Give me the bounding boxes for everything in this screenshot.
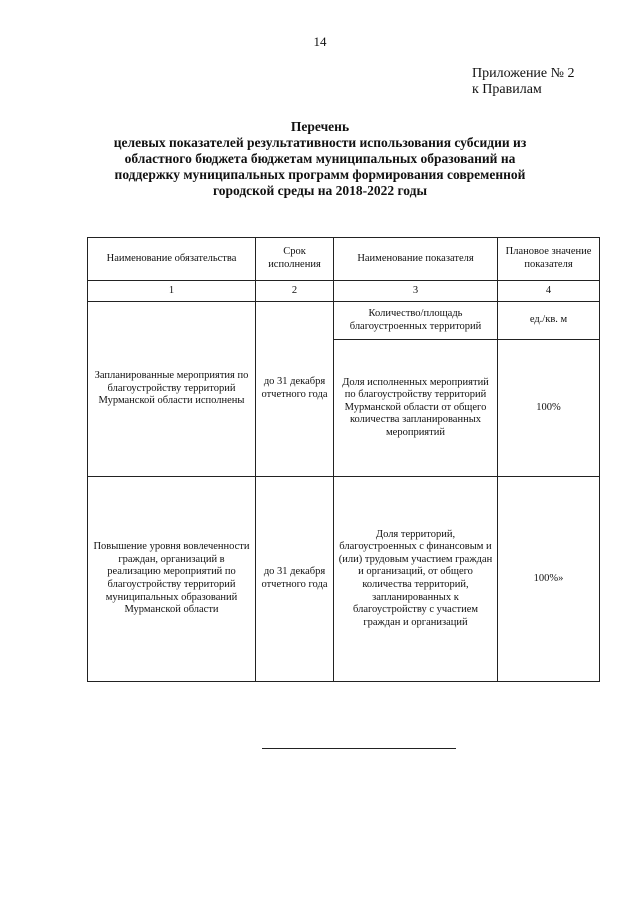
title-line: областного бюджета бюджетам муниципальных образований на [124, 151, 516, 166]
deadline-cell: до 31 декабря отчетного года [256, 477, 334, 682]
indicator-cell: Доля исполненных мероприятий по благоустройству территорий Мурманской области от общего количества запланированных мероприятий [334, 340, 498, 477]
value-cell: ед./кв. м [498, 302, 600, 340]
table-header-row [88, 238, 600, 281]
indicator-cell: Доля территорий, благоустроенных с финансовым и (или) трудовым участием граждан и организаций, от общего количества территорий, запланированных к благоустройству с участием граждан и организаций [334, 477, 498, 682]
title-line: городской среды на 2018-2022 годы [212, 183, 428, 198]
column-number: 3 [334, 281, 498, 302]
appendix-line-2: к Правилам [472, 82, 542, 97]
indicators-table [87, 237, 600, 682]
title-line: поддержку муниципальных программ формирования современной [114, 167, 526, 182]
value-cell: 100% [498, 340, 600, 477]
page-number: 14 [313, 34, 327, 49]
obligation-cell: Повышение уровня вовлеченности граждан, организаций в реализацию мероприятий по благоустройству территорий муниципальных образований Мурманской области [88, 477, 256, 682]
column-number: 2 [256, 281, 334, 302]
header-obligation: Наименование обязательства [88, 238, 256, 281]
title-line: целевых показателей результативности использования субсидии из [113, 135, 527, 150]
column-number: 1 [88, 281, 256, 302]
table-number-row [88, 281, 600, 302]
closing-rule [262, 748, 456, 749]
indicator-cell: Количество/площадь благоустроенных территорий [334, 302, 498, 340]
header-deadline: Срок исполнения [256, 238, 334, 281]
obligation-cell: Запланированные мероприятия по благоустройству территорий Мурманской области исполнены [88, 302, 256, 477]
value-cell: 100%» [498, 477, 600, 682]
title-heading: Перечень [290, 119, 350, 134]
table-row [88, 302, 600, 340]
column-number: 4 [498, 281, 600, 302]
header-indicator: Наименование показателя [334, 238, 498, 281]
appendix-label [472, 66, 575, 98]
appendix-line-1: Приложение № 2 [472, 66, 575, 81]
header-planned-value: Плановое значение показателя [498, 238, 600, 281]
document-title [60, 119, 580, 199]
deadline-cell: до 31 декабря отчетного года [256, 302, 334, 477]
table-row [88, 477, 600, 682]
